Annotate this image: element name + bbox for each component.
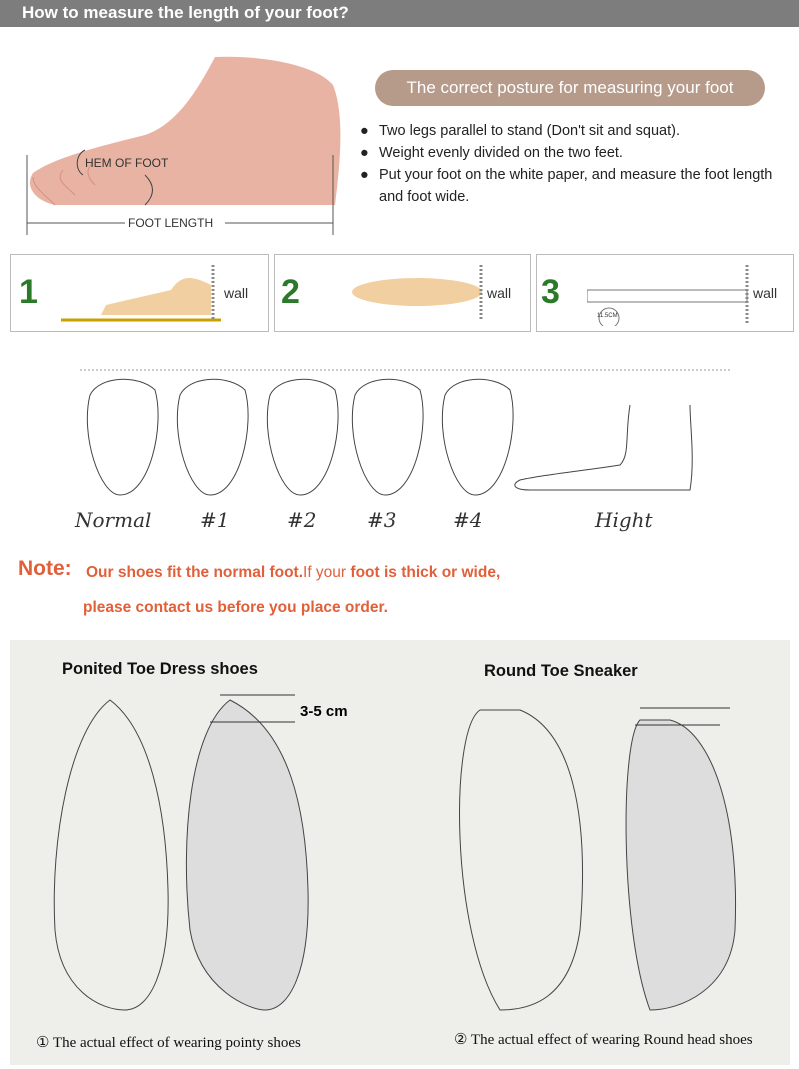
foot-type-high: Hight <box>595 508 653 532</box>
wall-label: wall <box>224 285 249 301</box>
right-shoe-title: Round Toe Sneaker <box>484 662 638 680</box>
step-number: 1 <box>19 273 38 311</box>
foot-top-icon <box>327 260 487 326</box>
foot-type-normal: Normal <box>75 508 152 532</box>
wall-label: wall <box>753 285 778 301</box>
step-number: 3 <box>541 273 560 311</box>
hem-label: HEM OF FOOT <box>85 156 169 170</box>
left-shoe-caption: ① The actual effect of wearing pointy shoes <box>36 1035 301 1051</box>
step-panel-3 <box>536 254 794 332</box>
foot-type-1: #1 <box>200 508 230 532</box>
note-label: Note: <box>18 557 72 580</box>
foot-on-paper-icon <box>61 260 221 326</box>
left-shoe-title: Ponited Toe Dress shoes <box>62 660 258 678</box>
foot-side-illustration <box>15 45 345 245</box>
foot-types-illustration <box>70 365 740 505</box>
foot-type-2: #2 <box>287 508 317 532</box>
page-title: How to measure the length of your foot? <box>22 3 349 22</box>
step-number: 2 <box>281 273 300 311</box>
right-shoe-caption: ② The actual effect of wearing Round head shoes <box>454 1032 753 1048</box>
shoes-illustration <box>50 690 780 1030</box>
posture-title: The correct posture for measuring your foot <box>375 70 765 106</box>
note-text-2: please contact us before you place order. <box>83 599 388 616</box>
step-panel-1 <box>10 254 269 332</box>
note-text: Our shoes fit the normal foot.If your foot is thick or wide, <box>86 564 501 581</box>
ruler-reading: 11.5CM <box>597 313 618 319</box>
gap-label: 3-5 cm <box>300 703 348 720</box>
foot-type-4: #4 <box>453 508 483 532</box>
wall-label: wall <box>487 285 512 301</box>
step-panel-2 <box>274 254 531 332</box>
foot-type-3: #3 <box>367 508 397 532</box>
length-label: FOOT LENGTH <box>128 216 214 230</box>
